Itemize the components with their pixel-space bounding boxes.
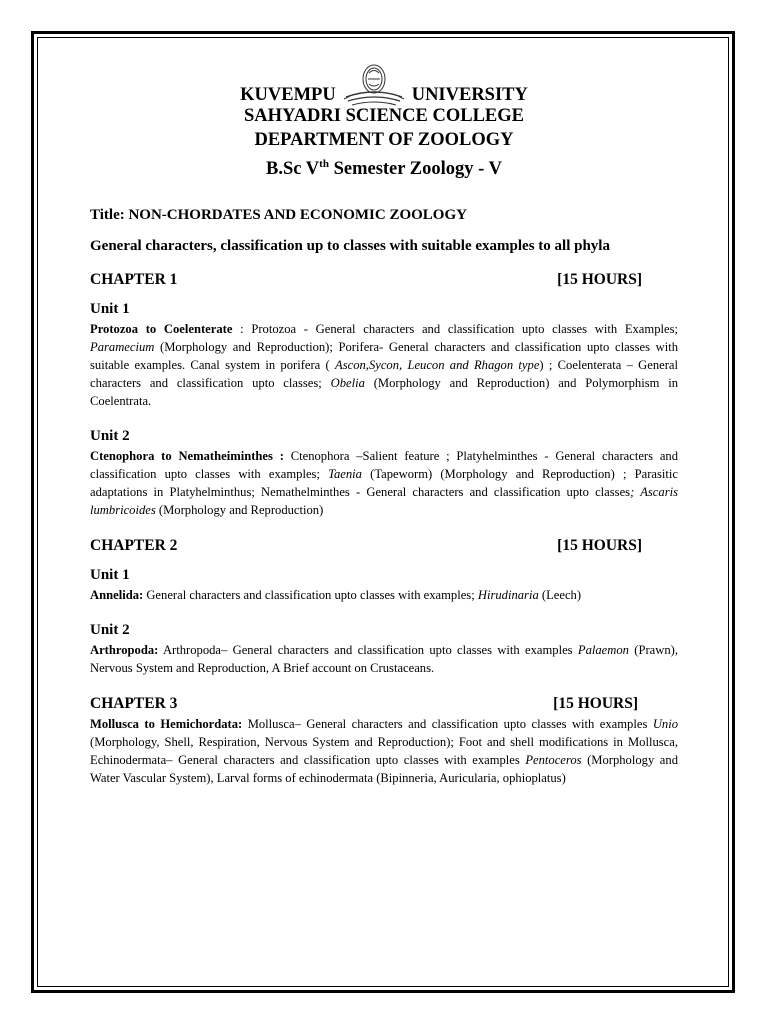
semester-prefix: B.Sc V [266,159,320,180]
university-line [90,60,678,104]
chapter-hours: [15 HOURS] [557,271,642,289]
unit-topic: Annelida: [90,588,144,603]
unit-topic: Arthropoda: [90,643,159,658]
unit-heading: Unit 2 [90,622,130,639]
document-page [90,60,678,787]
department-name: DEPARTMENT OF ZOOLOGY [254,130,514,150]
document-header [90,60,678,181]
chapter-heading [90,537,678,555]
unit-description: Annelida: General characters and classification upto classes with examples; Hirudinaria (Leech) [90,588,582,603]
chapter-title: CHAPTER 1 [90,271,178,289]
unit-heading: Unit 1 [90,301,130,318]
unit-topic: Ctenophora to Nematheiminthes : [90,449,284,464]
chapter-hours: [15 HOURS] [557,537,642,555]
unit-heading: Unit 2 [90,428,130,445]
unit-description: Ctenophora to Nematheiminthes : Ctenophora –Salient feature ; Platyhelminthes - General characters and classification upto classes with examples; Taenia (Tapeworm) (Morphology and Reproduction) ; Parasitic adaptations in Platyhelminthus; Nemathelminthes - General characters and classification upto classes; Ascaris lumbricoides (Morphology and Reproduction) [90,449,679,518]
university-name-left: KUVEMPU [240,85,336,105]
chapter-hours: [15 HOURS] [553,695,638,713]
unit-description: Protozoa to Coelenterate : Protozoa - General characters and classification upto classes with Examples; Paramecium (Morphology and Reproduction); Porifera- General characters and classification upto classes with suitable examples. Canal system in porifera ( Ascon,Sycon, Leucon and Rhagon type) ; Coelenterata – General characters and classification upto classes; Obelia (Morphology and Reproduction) and Polymorphism in Coelentrata. [90,322,678,409]
course-title: Title: NON-CHORDATES AND ECONOMIC ZOOLOGY [90,207,467,224]
chapter-heading [90,271,678,289]
university-name-right: UNIVERSITY [411,85,528,105]
semester-superscript: th [319,158,329,170]
chapter-topic: Mollusca to Hemichordata: [90,717,243,732]
chapter-title: CHAPTER 2 [90,537,178,555]
unit-heading: Unit 1 [90,567,130,584]
chapter-description: Mollusca to Hemichordata: Mollusca– General characters and classification upto classes with examples Unio (Morphology, Shell, Respiration, Nervous System and Reproduction); Foot and shell modifications in Mollusca, Echinodermata– General characters and classification upto classes with examples Pentoceros (Morphology and Water Vascular System), Larval forms of echinodermata (Bipinneria, Auricularia, ophioplatus) [90,717,678,786]
unit-description: Arthropoda: Arthropoda– General characters and classification upto classes with examples Palaemon (Prawn), Nervous System and Reproduction, A Brief account on Crustaceans. [90,643,678,676]
semester-suffix: Semester Zoology - V [328,159,502,180]
semester-line [90,152,678,181]
chapter-title: CHAPTER 3 [90,695,178,713]
college-name: SAHYADRI SCIENCE COLLEGE [244,106,524,126]
chapter-heading [90,695,678,713]
unit-topic: Protozoa to Coelenterate [90,322,233,337]
university-seal-icon [342,61,406,109]
general-note: General characters, classification up to classes with suitable examples to all phyla [90,238,610,255]
